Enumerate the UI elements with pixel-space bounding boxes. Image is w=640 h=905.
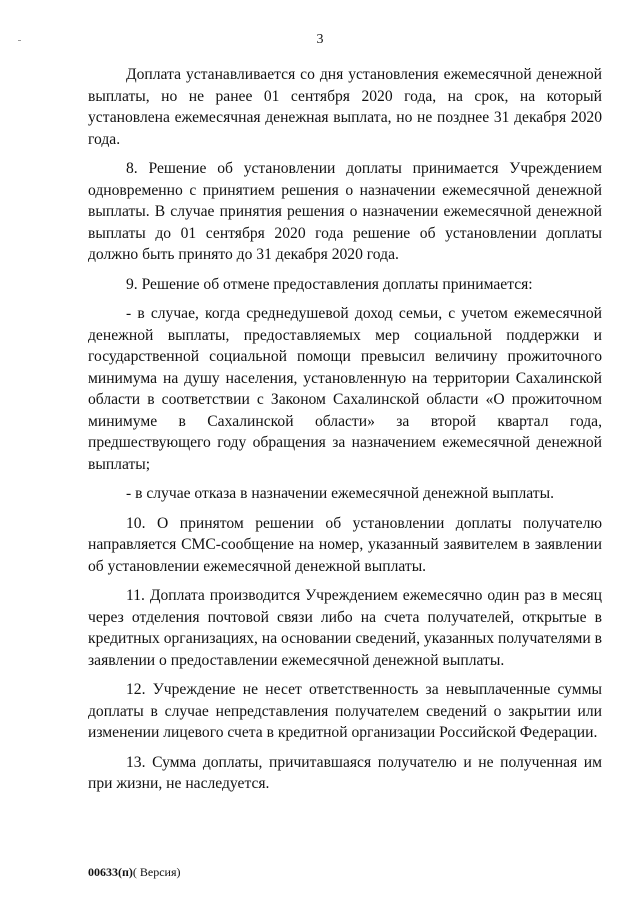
- document-version: ( Версия): [132, 865, 181, 879]
- page-number: 3: [316, 32, 324, 47]
- paragraph-payment-period: Доплата устанавливается со дня установления ежемесячной денежной выплаты, но не ранее 01 сентября 2020 года, на срок, на который установлена ежемесячная денежная выплата, но не позднее 31 декабря 2020 года.: [88, 66, 602, 148]
- paragraph-9: 9. Решение об отмене предоставления доплаты принимается:: [126, 275, 533, 293]
- document-body: [88, 64, 602, 803]
- paragraph-13: 13. Сумма доплаты, причитавшаяся получателю и не полученная им при жизни, не наследуется.: [88, 753, 602, 792]
- document-code: 00633(п): [88, 865, 133, 879]
- paragraph-8: 8. Решение об установлении доплаты принимается Учреждением одновременно с принятием решения о назначении ежемесячной денежной выплаты. В случае принятия решения о назначении ежемесячной денежной выплаты до 01 сентября 2020 года решение об установлении доплаты должно быть принято до 31 декабря 2020 года.: [88, 160, 602, 263]
- paragraph-12: 12. Учреждение не несет ответственность за невыплаченные суммы доплаты в случае непредставления получателем сведений о закрытии или изменении лицевого счета в кредитной организации Российской Федерации.: [88, 681, 602, 741]
- paragraph-9-item-income: - в случае, когда среднедушевой доход семьи, с учетом ежемесячной денежной выплаты, предоставляемых мер социальной поддержки и государственной социальной помощи превысил величину прожиточного минимума на душу населения, установленную на территории Сахалинской области в соответствии с Законом Сахалинской области «О прожиточном минимуме в Сахалинской области» за второй квартал года, предшествующего году обращения за назначением ежемесячной денежной выплаты;: [88, 305, 602, 473]
- document-footer: [88, 865, 181, 880]
- paragraph-11: 11. Доплата производится Учреждением ежемесячно один раз в месяц через отделения почтовой связи либо на счета получателей, открытые в кредитных организациях, на основании сведений, указанных получателями в заявлении о предоставлении ежемесячной денежной выплаты.: [88, 587, 602, 669]
- paragraph-9-item-refusal: - в случае отказа в назначении ежемесячной денежной выплаты.: [126, 485, 554, 502]
- paragraph-10: 10. О принятом решении об установлении доплаты получателю направляется СМС-сообщение на номер, указанный заявителем в заявлении об установлении ежемесячной денежной выплаты.: [88, 514, 602, 575]
